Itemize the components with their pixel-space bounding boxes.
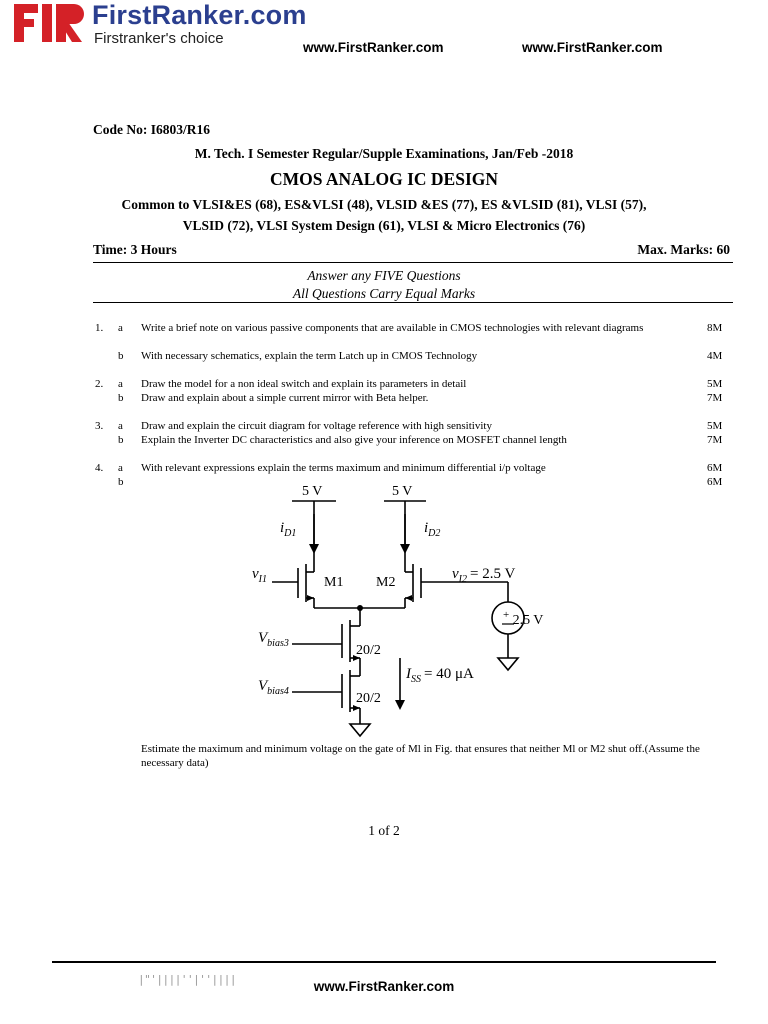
vbias4-label: $V_{bias4}$ [258, 678, 289, 697]
vdd-right-label: 5 V [392, 484, 413, 499]
brand-logo [12, 2, 88, 44]
common-to-list [0, 194, 768, 236]
exam-code: Code No: I6803/R16 [93, 122, 210, 137]
max-marks: Max. Marks: 60 [637, 242, 730, 257]
divider-bottom [93, 302, 733, 303]
id2-label: $i_{D2}$ [424, 520, 441, 539]
question-part: b [118, 476, 124, 488]
question-marks: 7M [707, 434, 723, 446]
id1-label: $i_{D1}$ [280, 520, 297, 539]
subject-title: CMOS ANALOG IC DESIGN [269, 169, 499, 189]
instruction-1: Answer any FIVE Questions [307, 268, 461, 283]
brand-name: FirstRanker.com [92, 0, 307, 30]
vdd-left-label: 5 V [302, 484, 323, 499]
instruction-2: All Questions Carry Equal Marks [292, 286, 476, 301]
header-link-right[interactable]: www.FirstRanker.com [522, 40, 663, 55]
vi1-label: $v_{I1}$ [252, 566, 268, 585]
exam-title: M. Tech. I Semester Regular/Supple Examinations, Jan/Feb -2018 [194, 146, 574, 161]
question-number: 2. [95, 378, 104, 390]
svg-text:+: + [503, 609, 510, 621]
question-number: 3. [95, 420, 104, 432]
footer-divider [52, 961, 716, 963]
question-number: 1. [95, 322, 104, 334]
question-text: Draw and explain about a simple current mirror with Beta helper. [141, 392, 429, 404]
vi2-label: $v_{I2} = 2.5$ V [452, 566, 516, 585]
question-part: a [118, 462, 123, 474]
question-part: a [118, 420, 123, 432]
question-text: Draw and explain the circuit diagram for voltage reference with high sensitivity [141, 420, 492, 432]
question-marks: 4M [707, 350, 723, 362]
differential-pair-circuit [230, 478, 550, 738]
question-text: With necessary schematics, explain the term Latch up in CMOS Technology [141, 350, 478, 362]
question-marks: 5M [707, 420, 723, 432]
exam-time: Time: 3 Hours [93, 242, 177, 257]
question-4b-text: Estimate the maximum and minimum voltage on the gate of Ml in Fig. that ensures that neither Ml or M2 shut off.(Assume the necessary data) [141, 743, 700, 769]
source-voltage-label: 2.5 V [512, 613, 544, 628]
brand-tagline: Firstranker's choice [94, 30, 224, 47]
common-line-1: Common to VLSI&ES (68), ES&VLSI (48), VLSID &ES (77), ES &VLSID (81), VLSI (57), [121, 197, 647, 212]
question-part: a [118, 322, 123, 334]
vbias3-label: $V_{bias3}$ [258, 630, 289, 649]
question-text: Explain the Inverter DC characteristics and also give your inference on MOSFET channel length [141, 434, 567, 446]
footer-barcode: |"'||||''|''|||| [138, 973, 236, 986]
question-text: Draw the model for a non ideal switch and explain its parameters in detail [141, 378, 467, 390]
m3-ratio-label: 20/2 [356, 643, 381, 658]
question-part: b [118, 350, 124, 362]
footer-link[interactable]: www.FirstRanker.com [313, 979, 455, 994]
question-marks: 8M [707, 322, 723, 334]
question-number: 4. [95, 462, 104, 474]
question-part: a [118, 378, 123, 390]
m2-label: M2 [376, 575, 396, 590]
iss-label: $I_{SS} = 40$ μA [406, 666, 474, 685]
question-marks: 7M [707, 392, 723, 404]
page-number: 1 of 2 [368, 823, 400, 838]
question-marks: 6M [707, 476, 723, 488]
question-part: b [118, 392, 124, 404]
header-link-left[interactable]: www.FirstRanker.com [303, 40, 444, 55]
question-marks: 5M [707, 378, 723, 390]
common-line-2: VLSID (72), VLSI System Design (61), VLSI & Micro Electronics (76) [182, 218, 586, 233]
question-marks: 6M [707, 462, 723, 474]
question-part: b [118, 434, 124, 446]
m1-label: M1 [324, 575, 344, 590]
m4-ratio-label: 20/2 [356, 691, 381, 706]
divider-top [93, 262, 733, 263]
question-text: Write a brief note on various passive components that are available in CMOS technologies with relevant diagrams [141, 322, 644, 334]
question-text: With relevant expressions explain the terms maximum and minimum differential i/p voltage [141, 462, 546, 474]
